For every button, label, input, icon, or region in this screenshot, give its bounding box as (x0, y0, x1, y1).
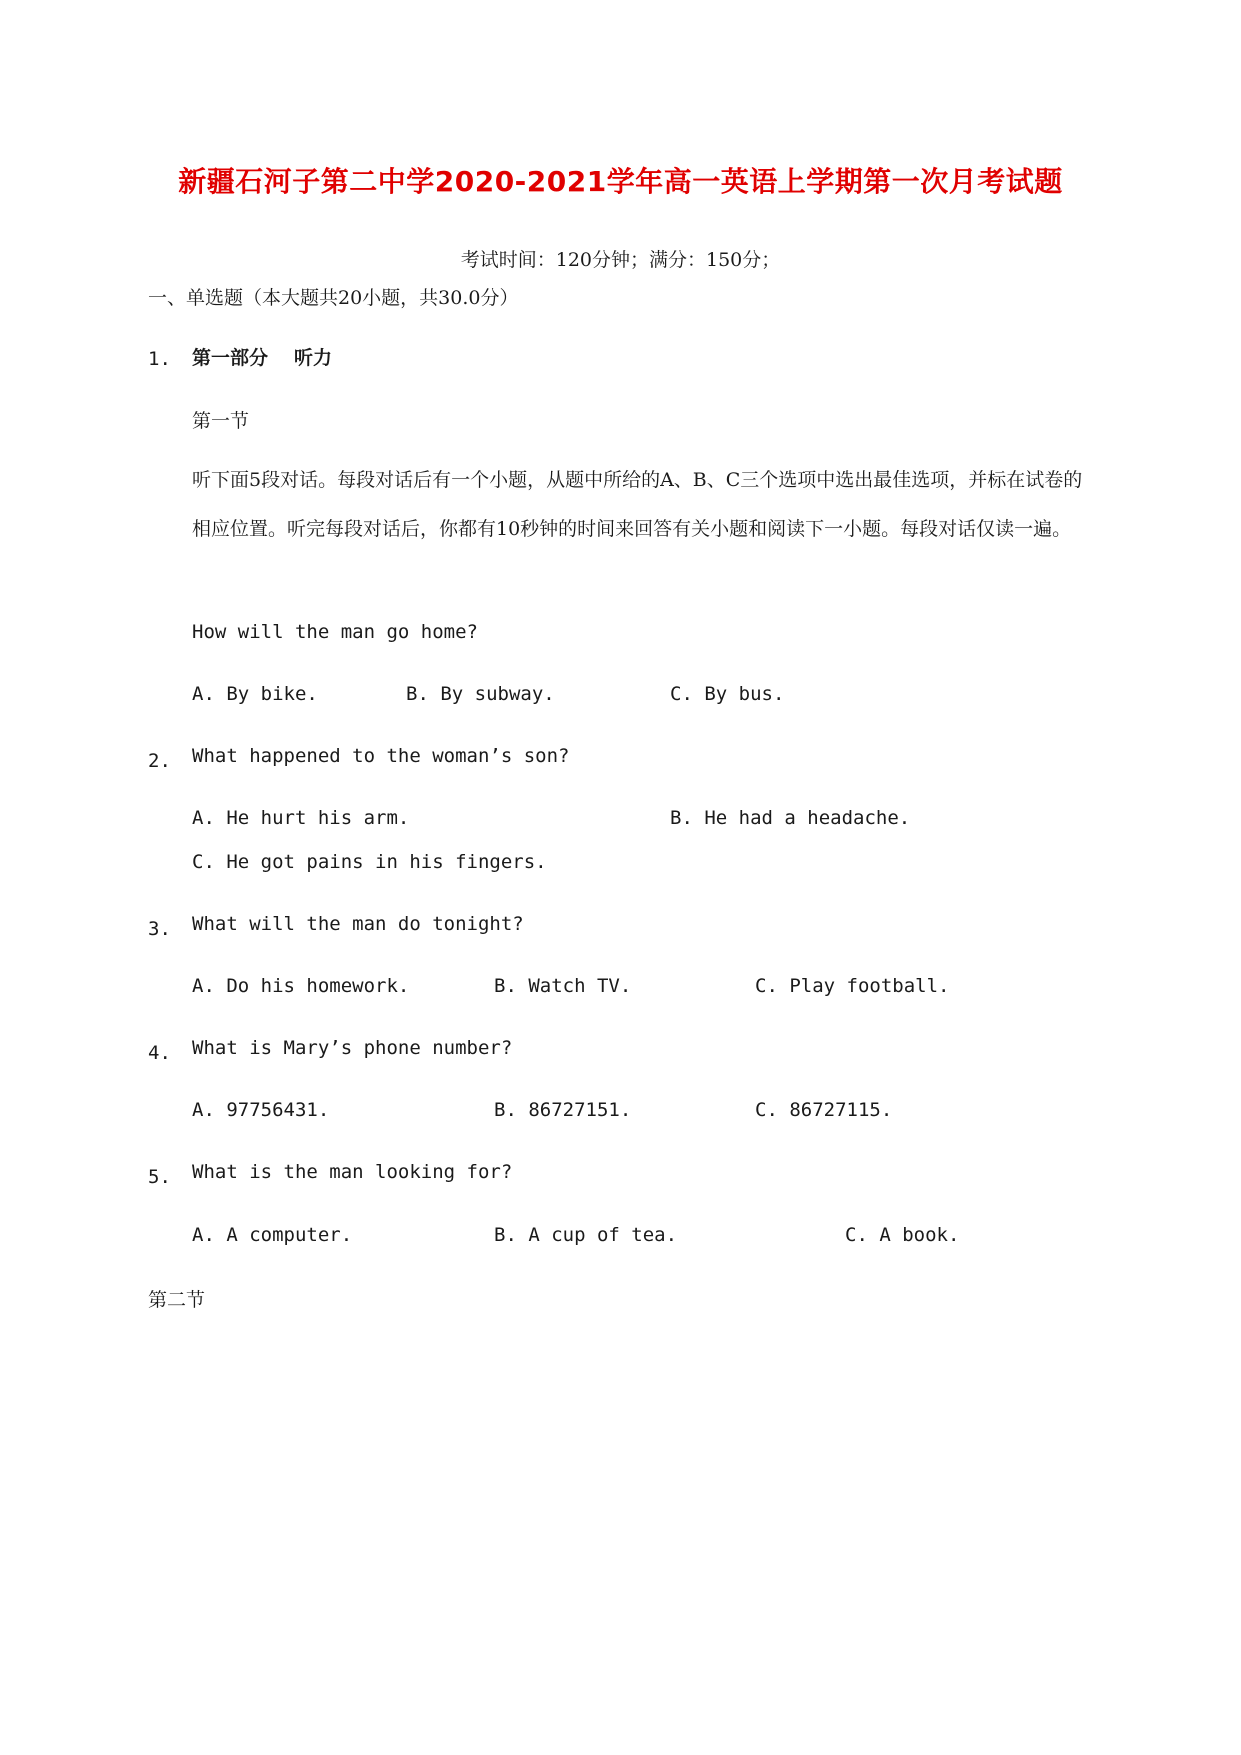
option-c[interactable]: C. A book. (845, 1224, 960, 1246)
option-c[interactable]: C. By bus. (670, 683, 785, 705)
option-c[interactable]: C. 86727115. (755, 1099, 893, 1121)
question-number: 2. (148, 750, 171, 772)
document-title: 新疆石河子第二中学2020-2021学年高一英语上学期第一次月考试题 (178, 165, 1063, 198)
subsection-heading-2: 第二节 (148, 1289, 206, 1311)
option-a[interactable]: A. 97756431. (192, 1099, 330, 1121)
question-text: How will the man go home? (192, 621, 478, 643)
question-text: What is Mary’s phone number? (192, 1037, 513, 1059)
subsection-heading: 第一节 (192, 410, 250, 432)
instructions-paragraph: 听下面5段对话。每段对话后有一个小题，从题中所给的A、B、C三个选项中选出最佳选项，并标在试卷的相应位置。听完每段对话后，你都有10秒钟的时间来回答有关小题和阅读下一小题。每段对话仅读一遍。 (192, 469, 1083, 540)
question-text: What happened to the woman’s son? (192, 745, 570, 767)
question-number: 4. (148, 1042, 171, 1064)
option-b[interactable]: B. A cup of tea. (494, 1224, 678, 1246)
question-text: What will the man do tonight? (192, 913, 524, 935)
option-b[interactable]: B. Watch TV. (494, 975, 632, 997)
option-a[interactable]: A. Do his homework. (192, 975, 410, 997)
question-text: What is the man looking for? (192, 1161, 513, 1183)
exam-info: 考试时间：120分钟；满分：150分； (460, 249, 781, 271)
option-a[interactable]: A. He hurt his arm. (192, 807, 410, 829)
option-c[interactable]: C. He got pains in his fingers. (192, 851, 547, 873)
option-a[interactable]: A. A computer. (192, 1224, 353, 1246)
part-label: 第一部分 (192, 347, 269, 369)
part-name: 听力 (294, 347, 333, 369)
section-heading: 一、单选题（本大题共20小题，共30.0分） (148, 287, 519, 309)
question-number: 1. (148, 348, 171, 370)
option-b[interactable]: B. By subway. (406, 683, 555, 705)
option-c[interactable]: C. Play football. (755, 975, 950, 997)
option-b[interactable]: B. 86727151. (494, 1099, 632, 1121)
question-number: 5. (148, 1166, 171, 1188)
option-b[interactable]: B. He had a headache. (670, 807, 911, 829)
question-number: 3. (148, 918, 171, 940)
option-a[interactable]: A. By bike. (192, 683, 318, 705)
part-heading (192, 343, 332, 370)
